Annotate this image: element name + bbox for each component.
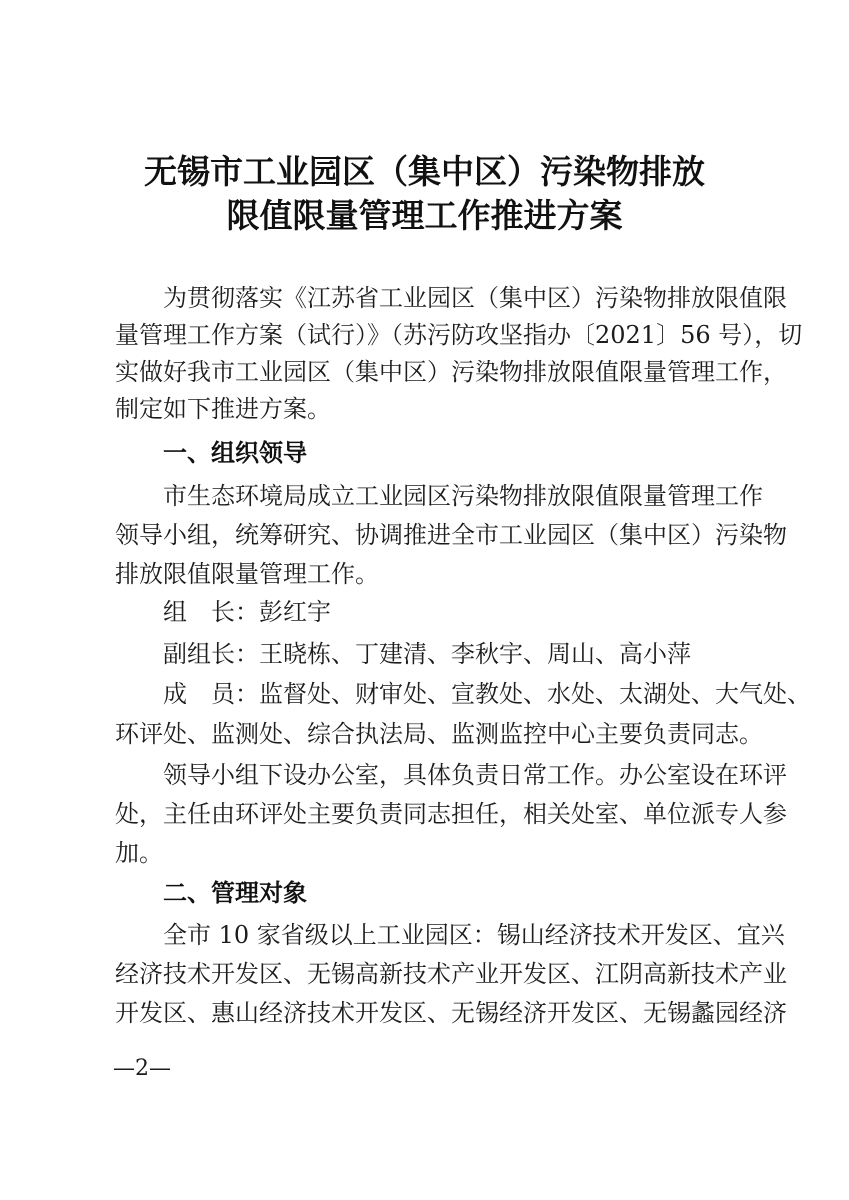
members-label: 成 员 <box>163 680 235 708</box>
deputy-colon: ： <box>235 640 259 668</box>
section2-para1-line-3: 开发区、惠山经济技术开发区、无锡经济开发区、无锡蠡园经济 <box>115 999 787 1027</box>
section2-para1-line-2: 经济技术开发区、无锡高新技术产业开发区、江阴高新技术产业 <box>115 960 787 988</box>
document-title-line-1: 无锡市工业园区（集中区）污染物排放 <box>144 152 705 191</box>
section1-para1-line-2: 领导小组，统筹研究、协调推进全市工业园区（集中区）污染物 <box>115 521 787 549</box>
section1-para2-line-3: 加。 <box>115 839 163 867</box>
leader-label: 组 长 <box>163 598 235 626</box>
section1-para1-line-3: 排放限值限量管理工作。 <box>115 560 379 588</box>
deputy-label: 副组长 <box>163 640 235 668</box>
members-colon: ： <box>235 680 259 708</box>
section-heading-organization: 一、组织领导 <box>163 439 307 467</box>
section-heading-management-targets: 二、管理对象 <box>163 879 307 907</box>
deputy-value: 王晓栋、丁建清、李秋宇、周山、高小萍 <box>259 640 691 668</box>
section2-para1-line-1: 全市 10 家省级以上工业园区：锡山经济技术开发区、宜兴 <box>163 921 785 949</box>
members-value: 监督处、财审处、宣教处、水处、太湖处、大气处、 <box>259 680 811 708</box>
deputy-row <box>163 639 691 669</box>
leader-colon: ： <box>235 598 259 626</box>
intro-line-1: 为贯彻落实《江苏省工业园区（集中区）污染物排放限值限 <box>163 284 787 312</box>
section1-para2-line-2: 处，主任由环评处主要负责同志担任，相关处室、单位派专人参 <box>115 800 787 828</box>
section1-para2-line-1: 领导小组下设办公室，具体负责日常工作。办公室设在环评 <box>163 761 787 789</box>
section1-para1-line-1: 市生态环境局成立工业园区污染物排放限值限量管理工作 <box>163 482 763 510</box>
members-row <box>163 679 811 709</box>
intro-line-4: 制定如下推进方案。 <box>115 395 331 423</box>
members-continuation: 环评处、监测处、综合执法局、监测监控中心主要负责同志。 <box>115 720 763 748</box>
leader-value: 彭红宇 <box>259 598 331 626</box>
intro-line-2: 量管理工作方案（试行）》（苏污防攻坚指办〔2021〕56 号），切 <box>115 321 803 349</box>
document-title-line-2: 限值限量管理工作推进方案 <box>226 196 623 235</box>
intro-line-3: 实做好我市工业园区（集中区）污染物排放限值限量管理工作， <box>115 358 787 386</box>
page-number: —2— <box>113 1056 171 1081</box>
leader-row <box>163 597 331 627</box>
